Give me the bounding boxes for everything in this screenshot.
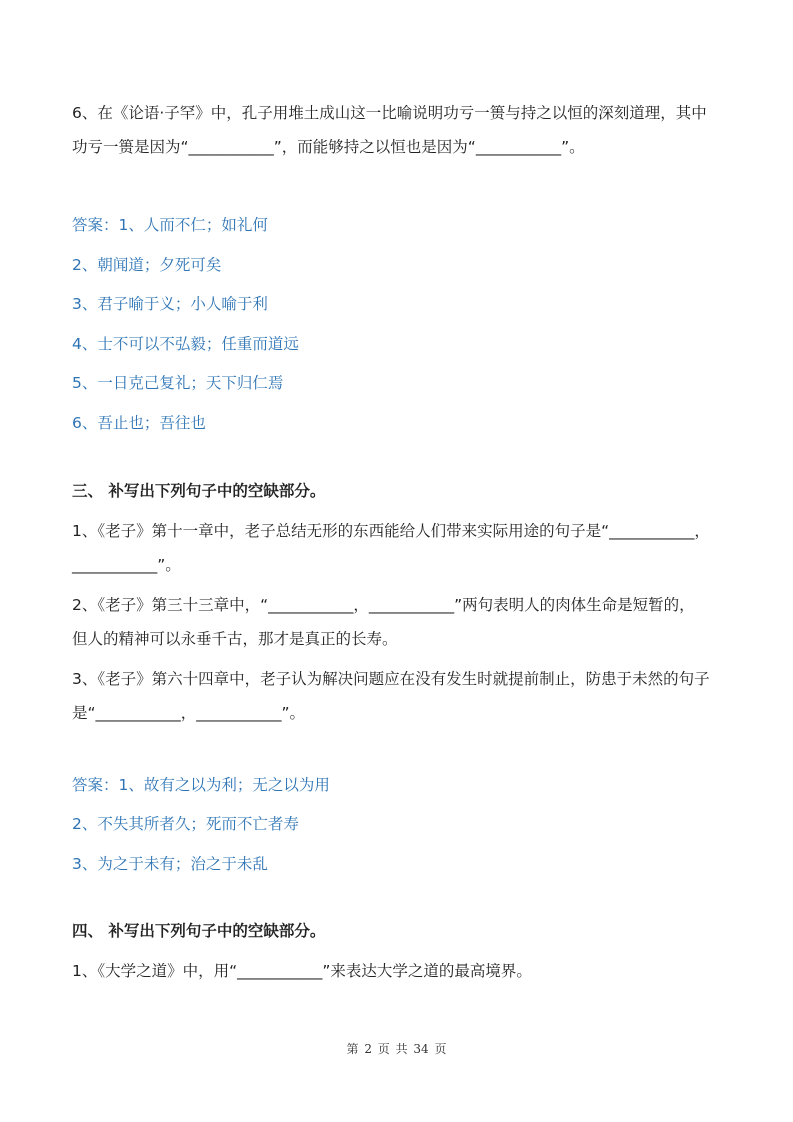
spacer: [72, 164, 724, 206]
answer-line: 2、不失其所者久；死而不亡者寿: [72, 815, 299, 834]
question-6-line-2: 功亏一篑是因为“___________”，而能够持之以恒也是因为“___________”。: [72, 138, 585, 156]
answer-line: 3、为之于未有；治之于未乱: [72, 854, 268, 873]
answer-line: 2、朝闻道；夕死可矣: [72, 255, 222, 274]
answers-section-3: [72, 766, 724, 885]
section-3-question-1: [72, 514, 724, 582]
answer-line: 3、君子喻于义；小人喻于利: [72, 295, 268, 314]
question-line: 是“___________，___________”。: [72, 703, 306, 722]
section-3-question-2: [72, 588, 724, 656]
section-3-question-3: [72, 662, 724, 730]
spacer: [72, 444, 724, 474]
question-line: 2、《老子》第三十三章中，“___________，___________”两句表明人的肉体生命是短暂的，: [72, 595, 695, 614]
section-4-question-1: 1、《大学之道》中，用“___________”来表达大学之道的最高境界。: [72, 962, 532, 981]
section-4-heading: 四、 补写出下列句子中的空缺部分。: [72, 922, 326, 941]
answer-line: 答案：1、人而不仁；如礼何: [72, 216, 268, 234]
section-3-heading: 三、 补写出下列句子中的空缺部分。: [72, 481, 326, 500]
document-body: [72, 96, 724, 988]
spacer: [72, 884, 724, 914]
answer-line: 6、吾止也；吾往也: [72, 413, 206, 432]
answer-line: 4、士不可以不弘毅；任重而道远: [72, 334, 299, 353]
spacer: [72, 736, 724, 766]
answers-section-2: [72, 206, 724, 444]
question-6-line-1: 6、在《论语·子罕》中，孔子用堆土成山这一比喻说明功亏一篑与持之以恒的深刻道理，其中: [72, 104, 707, 122]
answer-line: 5、一日克己复礼；天下归仁焉: [72, 374, 284, 393]
question-line: 1、《老子》第十一章中，老子总结无形的东西能给人们带来实际用途的句子是“___________，: [72, 521, 710, 540]
page-footer: 第 2 页 共 34 页: [346, 1042, 447, 1056]
question-line: 3、《老子》第六十四章中，老子认为解决问题应在没有发生时就提前制止，防患于未然的句子: [72, 669, 710, 688]
question-line: ___________”。: [72, 555, 181, 574]
answer-line: 答案：1、故有之以为利；无之以为用: [72, 775, 330, 794]
question-line: 但人的精神可以永垂千古，那才是真正的长寿。: [72, 629, 398, 648]
